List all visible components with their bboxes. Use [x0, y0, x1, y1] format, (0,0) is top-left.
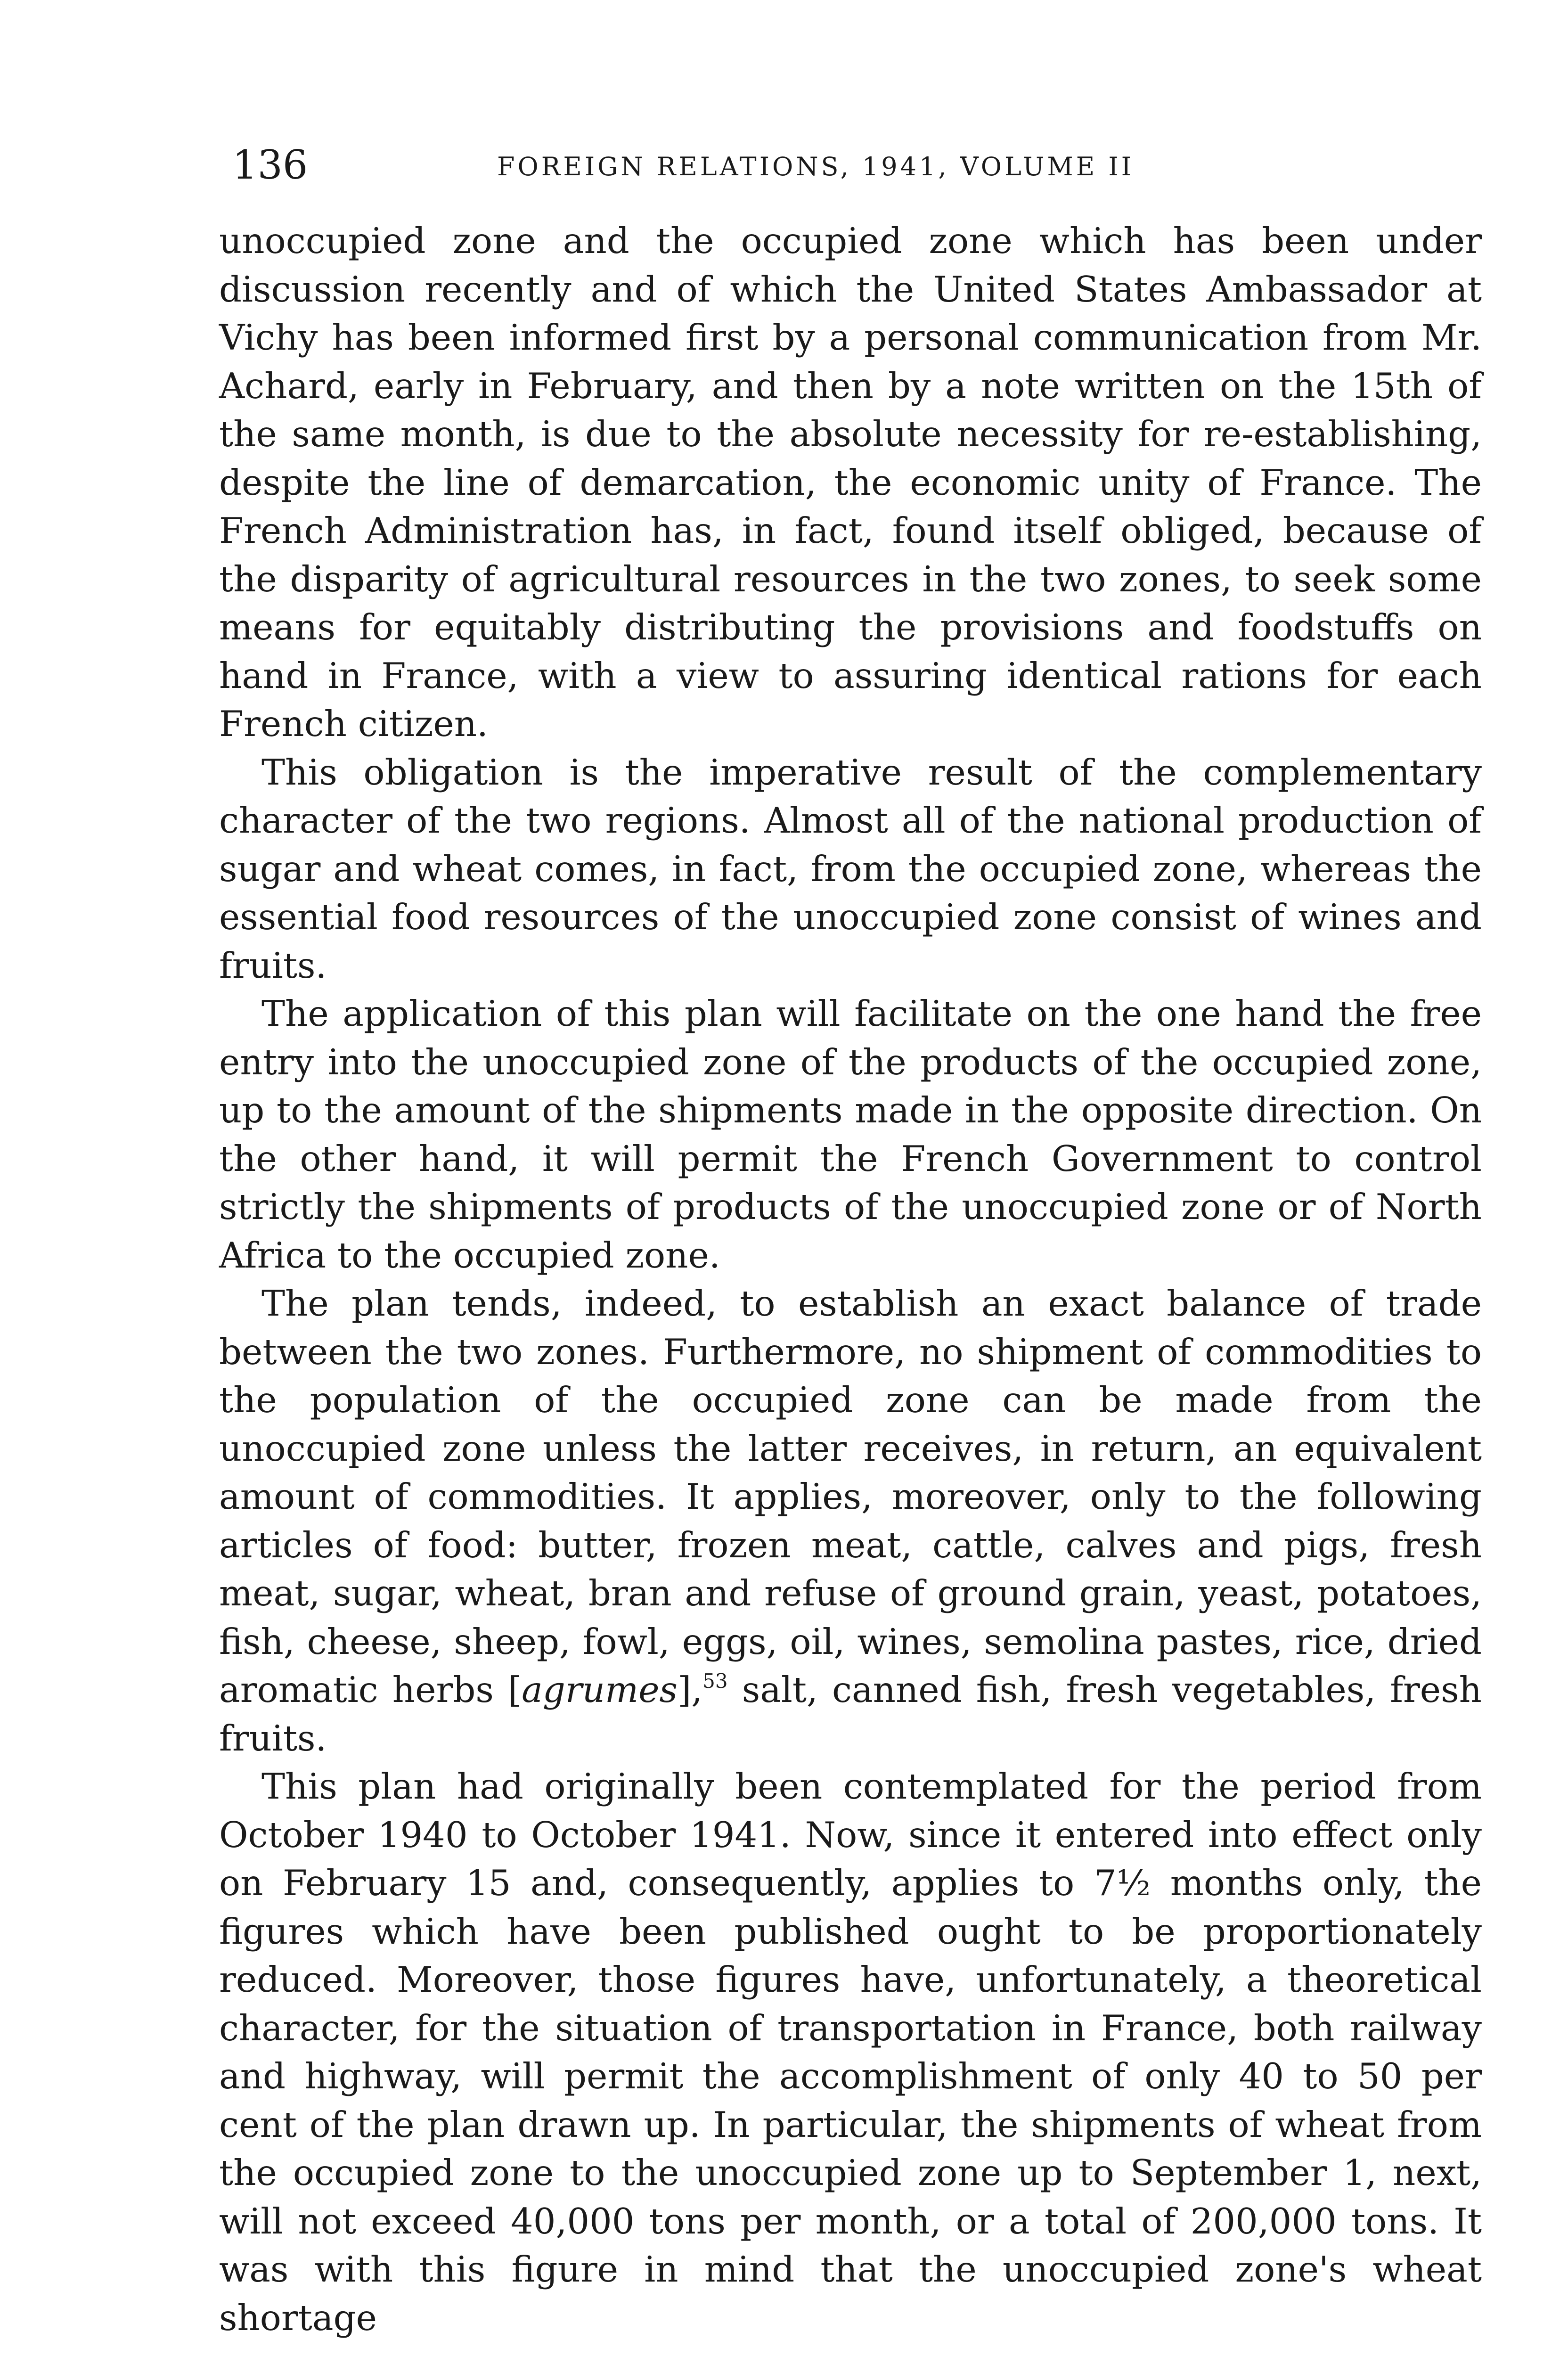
bracket-open: [ [507, 1669, 522, 1710]
paragraph-4-text-after: salt, canned fish, fresh vegetables, fresh fruits. [219, 1669, 1482, 1759]
paragraph-4 [219, 1279, 1482, 1762]
paragraph-3: The application of this plan will facilitate on the one hand the free entry into the unoccupied zone of the products of the occupied zone, up to the amount of the shipments made in the opposite direction. On the other hand, it will permit the French Government to control strictly the shipments of products of the unoccupied zone or of North Africa to the occupied zone. [219, 993, 1482, 1276]
document-page [219, 137, 1482, 2356]
italic-term: agrumes [522, 1669, 678, 1710]
paragraph-5: This plan had originally been contemplated for the period from October 1940 to October 1941. Now, since it entered into effect only on February 15 and, consequently, applies to 7½ months only, the figures which have been published ought to be proportionately reduced. Moreover, those figures have, unfortunately, a theoretical character, for the situation of transportation in France, both railway and highway, will permit the accomplishment of only 40 to 50 per cent of the plan drawn up. In particular, the shipments of wheat from the occupied zone to the unoccupied zone up to September 1, next, will not exceed 40,000 tons per month, or a total of 200,000 tons. It was with this figure in mind that the unoccupied zone's wheat shortage [219, 1766, 1482, 2339]
bracket-close: ], [678, 1669, 703, 1710]
body-text [219, 217, 1482, 2342]
paragraph-1: unoccupied zone and the occupied zone which has been under discussion recently and of which the United States Ambassador at Vichy has been informed first by a personal communication from Mr. Achard, early in February, and then by a note written on the 15th of the same month, is due to the absolute necessity for re-establishing, despite the line of demarcation, the economic unity of France. The French Administration has, in fact, found itself obliged, because of the disparity of agricultural resources in the two zones, to seek some means for equitably distributing the provisions and foodstuffs on hand in France, with a view to assuring identical rations for each French citizen. [219, 220, 1482, 744]
running-title: FOREIGN RELATIONS, 1941, VOLUME II [497, 152, 1134, 181]
page-number: 136 [232, 142, 308, 188]
paragraph-2: This obligation is the imperative result of the complementary character of the two regions. Almost all of the national production of sugar and wheat comes, in fact, from the occupied zone, whereas the essential food resources of the unoccupied zone consist of wines and fruits. [219, 751, 1482, 986]
footnote-reference: 53 [702, 1669, 728, 1693]
running-head [219, 137, 1482, 198]
paragraph-4-text-before: The plan tends, indeed, to establish an exact balance of trade between the two zones. Furthermore, no shipment of commodities to the population of the occupied zone can be made from the unoccupied zone unless the latter receives, in return, an equivalent amount of commodities. It applies, moreover, only to the following articles of food: butter, frozen meat, cattle, calves and pigs, fresh meat, sugar, wheat, bran and refuse of ground grain, yeast, potatoes, fish, cheese, sheep, fowl, eggs, oil, wines, semolina pastes, rice, dried aromatic herbs [219, 1283, 1482, 1710]
